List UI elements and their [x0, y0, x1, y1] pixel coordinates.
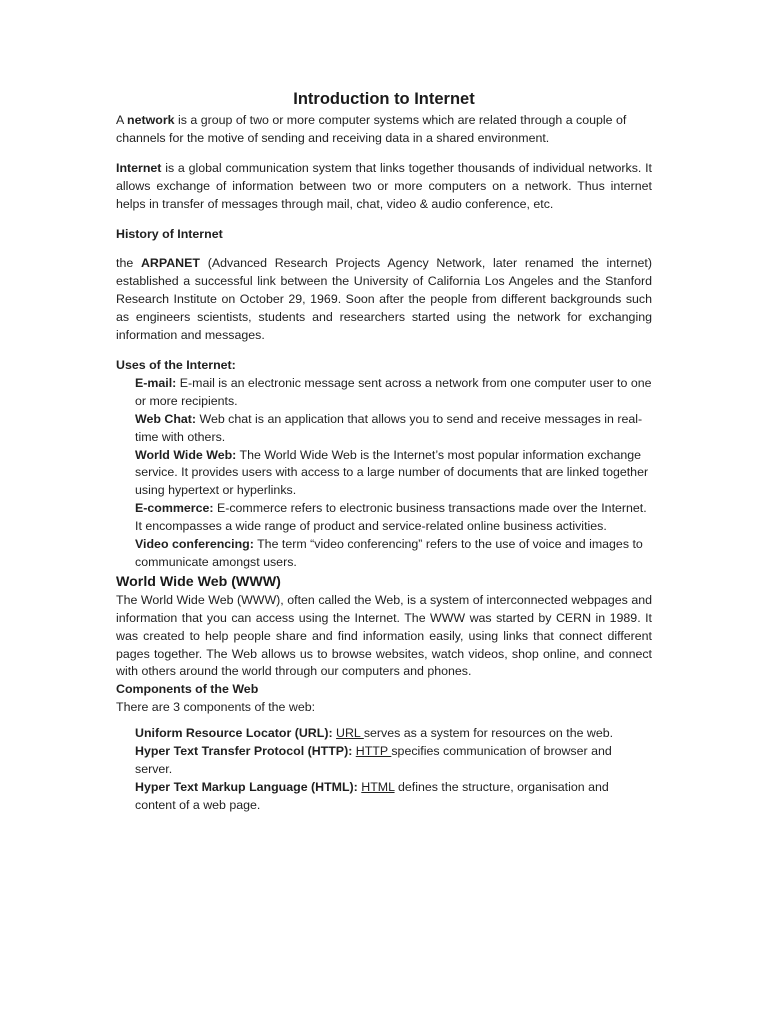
- use-term: E-commerce:: [135, 501, 214, 516]
- list-item: [135, 500, 652, 536]
- use-desc: The term “video conferencing” refers to the use of voice and images to communicate amongst users.: [135, 537, 643, 569]
- history-paragraph: [116, 255, 652, 345]
- network-pre: A: [116, 113, 128, 127]
- component-term: Hyper Text Markup Language (HTML):: [135, 779, 358, 794]
- arpanet-term: ARPANET: [140, 256, 200, 271]
- use-term: Web Chat:: [135, 411, 197, 426]
- url-link[interactable]: URL: [336, 726, 364, 741]
- component-term: Hyper Text Transfer Protocol (HTTP):: [135, 744, 353, 759]
- list-item: [135, 743, 652, 779]
- document-title: Introduction to Internet: [293, 90, 475, 108]
- internet-paragraph: [116, 160, 652, 214]
- use-term: World Wide Web:: [135, 447, 237, 462]
- internet-text: is a global communication system that links together thousands of individual networks. It allows exchange of information between two or more computers on a network. Thus internet helps in transfer of messages through mail, chat, video & audio conference, etc.: [116, 160, 652, 211]
- internet-term: Internet: [116, 160, 162, 175]
- components-heading: Components of the Web: [116, 682, 259, 697]
- network-term: network: [127, 113, 175, 127]
- history-pre: the: [116, 256, 141, 271]
- network-text: is a group of two or more computer systems which are related through a couple of channels for the motive of sending and receiving data in a shared environment.: [116, 113, 627, 145]
- components-intro: There are 3 components of the web:: [116, 700, 316, 715]
- list-item: [135, 536, 652, 572]
- list-item: [135, 779, 652, 815]
- use-term: E-mail:: [135, 375, 177, 390]
- uses-heading: Uses of the Internet:: [116, 357, 236, 372]
- history-text: (Advanced Research Projects Agency Network, later renamed the internet) established a successful link between the University of California Los Angeles and the Stanford Research Institute on October 29, 1969. Soon after the people from different backgrounds such as engineers scientists, students and researchers started using the network for exchanging information and messages.: [116, 256, 652, 343]
- uses-list: [135, 375, 652, 572]
- use-term: Video conferencing:: [135, 537, 254, 552]
- list-item: [135, 725, 652, 743]
- document-body: [116, 88, 652, 815]
- html-link[interactable]: HTML: [361, 779, 395, 794]
- component-desc: specifies communication of browser and server.: [135, 744, 612, 776]
- components-list: [135, 725, 652, 815]
- component-desc: serves as a system for resources on the web.: [363, 726, 614, 741]
- use-desc: Web chat is an application that allows you to send and receive messages in real-time with others.: [135, 411, 643, 444]
- use-desc: E-mail is an electronic message sent across a network from one computer user to one or more recipients.: [135, 375, 652, 408]
- history-heading: History of Internet: [116, 226, 223, 241]
- component-desc: defines the structure, organisation and content of a web page.: [135, 779, 609, 812]
- http-link[interactable]: HTTP: [355, 744, 392, 759]
- list-item: [135, 411, 652, 447]
- www-heading: World Wide Web (WWW): [116, 573, 281, 590]
- use-desc: The World Wide Web is the Internet’s most popular information exchange service. It provides users with access to a large number of documents that are linked together using hypertext or hyperlinks.: [135, 447, 649, 498]
- list-item: [135, 375, 652, 411]
- component-term: Uniform Resource Locator (URL):: [135, 726, 333, 741]
- use-desc: E-commerce refers to electronic business transactions made over the Internet. It encompasses a wide range of product and service-related online business activities.: [135, 501, 647, 534]
- www-paragraph: The World Wide Web (WWW), often called the Web, is a system of interconnected webpages and information that you can access using the Internet. The WWW was started by CERN in 1989. It was created to help people share and find information easily, using links that connect different pages together. The Web allows us to browse websites, watch videos, shop online, and connect with others around the world through our computers and phones.: [116, 592, 652, 679]
- network-paragraph: [116, 112, 652, 148]
- list-item: [135, 447, 652, 501]
